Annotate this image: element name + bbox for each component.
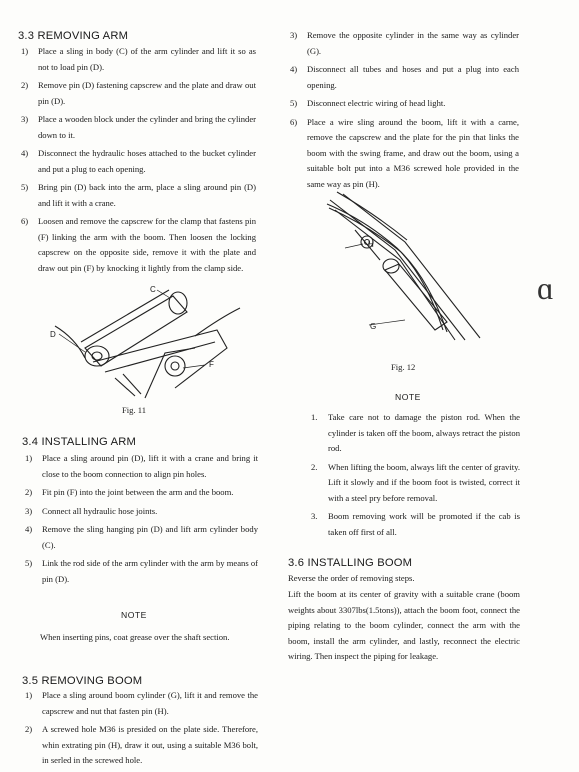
note-2-title: NOTE xyxy=(395,392,421,402)
section-3-6-title: 3.6 INSTALLING BOOM xyxy=(288,557,413,569)
fig-11-label-c: C xyxy=(150,285,156,294)
step-item: 5) Disconnect electric wiring of head light. xyxy=(290,98,446,108)
note-item: 2. When lifting the boom, always lift the center of gravity. Lift it slowly and if the boom foot is twisted, correct it with a steel pry before removal. xyxy=(311,461,520,503)
step-item: 6) Place a wire sling around the boom, lift it with a carne, remove the capscrew and the plate for the pin that links the boom with the swing frame, and draw out the boom, using a suitable bolt put into a M36 screwed hole provided in the same way as pin (H). xyxy=(290,116,519,189)
fig-12-label-h: H xyxy=(368,240,374,249)
section-3-5-title: 3.5 REMOVING BOOM xyxy=(22,675,143,687)
fig-11-caption: Fig. 11 xyxy=(122,405,147,415)
step-item: 4) Disconnect the hydraulic hoses attached to the bucket cylinder and put a plug to each opening. xyxy=(21,148,256,174)
fig-12-caption: Fig. 12 xyxy=(391,362,416,372)
section-3-4-title: 3.4 INSTALLING ARM xyxy=(22,436,137,448)
section-3-5-steps xyxy=(22,688,258,772)
section-3-4-note-text: When inserting pins, coat grease over the shaft section. xyxy=(40,632,230,642)
fig-11-label-d: D xyxy=(50,330,56,339)
step-item: 6) Loosen and remove the capscrew for the clamp that fastens pin (F) linking the arm with the boom. Then loosen the locking capscrew on the opposite side, remove it with the plate and draw out pin (F) by knocking it lightly from the clamp side. xyxy=(21,216,256,273)
note-2-items xyxy=(308,410,520,543)
section-3-6-p2: Lift the boom at its center of gravity with a suitable crane (boom weights about 3307lbs(1.5tons)), attach the boom foot, connect the piping relating to the boom cylinder, connect the arm with the boom, install the arm cylinder, and lastly, reconnect the electric wiring. Then inspect the piping for leakage. xyxy=(288,589,520,661)
step-item: 1) Place a sling around boom cylinder (G), lift it and remove the capscrew and nut that fasten pin (H). xyxy=(25,690,258,716)
section-3-3-steps xyxy=(18,44,256,279)
note-item: 3. Boom removing work will be promoted if the cab is taken off first of all. xyxy=(311,511,520,537)
section-3-3-title: 3.3 REMOVING ARM xyxy=(18,30,129,42)
section-3-5-steps-continued xyxy=(287,28,519,195)
step-item: 2) Remove pin (D) fastening capscrew and the plate and draw out pin (D). xyxy=(21,80,256,106)
step-item: 3) Connect all hydraulic hose joints. xyxy=(25,505,158,516)
fig-11-illustration xyxy=(45,278,255,403)
step-item: 4) Remove the sling hanging pin (D) and lift arm cylinder body (C). xyxy=(25,524,258,550)
section-3-6-p1: Reverse the order of removing steps. xyxy=(288,573,415,583)
note-item: 1. Take care not to damage the piston rod. When the cylinder is taken off the boom, always retract the piston rod. xyxy=(311,412,520,453)
step-item: 5) Bring pin (D) back into the arm, place a sling around pin (D) and lift it with a crane. xyxy=(21,182,256,208)
step-item: 2) A screwed hole M36 is presided on the plate side. Therefore, whin extrating pin (H), draw it out, using a suitable M36 bolt, in serled in the screwed hole. xyxy=(25,724,258,765)
step-item: 1) Place a sling around pin (D), lift it with a crane and bring it close to the boom connection to align pin holes. xyxy=(25,453,258,479)
step-item: 3) Place a wooden block under the cylinder and bring the cylinder down to it. xyxy=(21,114,256,140)
fig-12-label-g: G xyxy=(370,322,377,331)
step-item: 3) Remove the opposite cylinder in the same way as cylinder (G). xyxy=(290,30,519,56)
step-item: 5) Link the rod side of the arm cylinder with the arm by means of pin (D). xyxy=(25,558,258,584)
margin-handwritten-mark: ɑ xyxy=(537,270,554,306)
section-3-4-steps xyxy=(22,451,258,590)
fig-12-illustration xyxy=(325,190,500,350)
fig-11-label-f: F xyxy=(209,360,214,369)
section-3-4-note-title: NOTE xyxy=(121,610,147,620)
step-item: 1) Place a sling in body (C) of the arm cylinder and lift it so as not to load pin (D). xyxy=(21,46,256,72)
step-item: 4) Disconnect all tubes and hoses and put a plug into each opening. xyxy=(290,64,519,90)
step-item: 2) Fit pin (F) into the joint between the arm and the boom. xyxy=(25,487,234,497)
